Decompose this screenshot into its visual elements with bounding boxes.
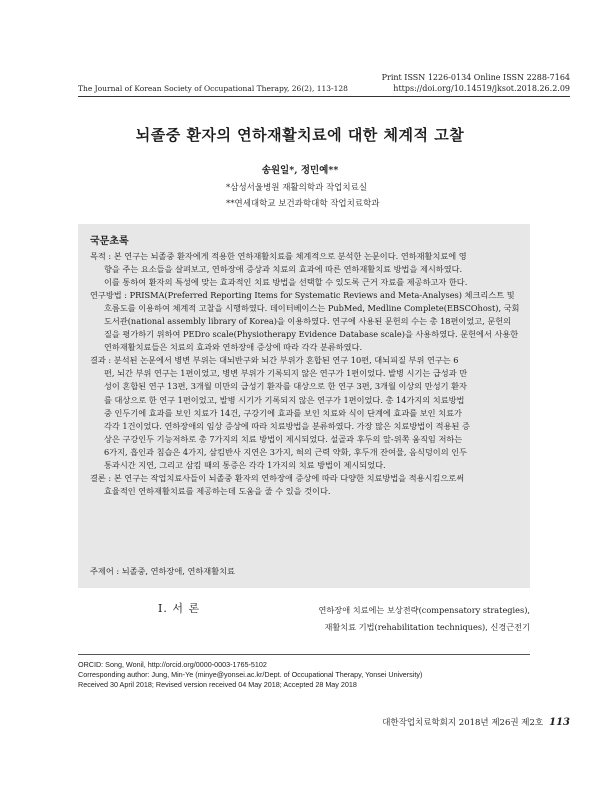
abstract-methods	[78, 289, 530, 354]
abstract-line: 각각 1건이었다. 연하장애의 임상 증상에 따라 치료방법을 분류하였다. 가장 많은 치료방법이 적용된 증	[104, 420, 470, 431]
conclusion-label: 결론 :	[90, 472, 114, 483]
abstract-line: 중 인두기에 효과를 보인 치료가 14건, 구강기에 효과를 보인 치료와 식이 단계에 효과를 보인 치료가	[104, 407, 462, 418]
affiliation-2: **연세대학교 보건과학대학 작업치료학과	[226, 199, 380, 209]
results-label: 결과 :	[90, 355, 114, 366]
corresponding-author-footnote: Corresponding author: Jung, Min-Ye (minye@yonsei.ac.kr/Dept. of Occupational Therapy, Yonsei University)	[78, 670, 423, 679]
received-dates-footnote: Received 30 April 2018; Revised version received 04 May 2018; Accepted 28 May 2018	[78, 680, 357, 689]
abstract-line: 를 대상으로 한 연구 1편이었고, 발병 시기가 기록되지 않은 연구가 1편이었다. 총 14가지의 치료방법	[104, 394, 465, 405]
intro-line: 재활치료 기법(rehabilitation techniques), 신경근전기	[324, 622, 530, 632]
paper-title: 뇌졸중 환자의 연하재활치료에 대한 체계적 고찰	[135, 126, 465, 144]
intro-line: 연하장애 치료에는 보상전략(compensatory strategies),	[318, 605, 530, 615]
abstract-heading: 국문초록	[90, 236, 129, 247]
footnotes	[78, 660, 422, 690]
orcid-footnote: ORCID: Song, Wonil, http://orcid.org/0000-0003-1765-5102	[78, 660, 267, 669]
abstract-line: 상은 구강인두 기능저하로 총 7가지의 치료 방법이 제시되었다. 설골과 후두의 앞-위쪽 움직임 저하는	[104, 433, 463, 444]
abstract-line: 통과시간 지연, 그리고 삼킴 때의 통증은 각각 1가지의 치료 방법이 제시되었다.	[104, 459, 386, 470]
header-divider	[78, 96, 570, 97]
journal-citation: The Journal of Korean Society of Occupational Therapy, 26(2), 113-128	[78, 84, 348, 93]
section-heading-introduction: Ⅰ. 서 론	[158, 602, 201, 615]
abstract-line: 연하재활치료들은 치료의 효과와 연하장애 증상에 따라 각각 분류하였다.	[104, 342, 363, 353]
abstract-line: 성이 혼합된 연구 13편, 3개월 미만의 급성기 환자를 대상으로 한 연구 3편, 3개월 이상의 만성기 환자	[104, 381, 467, 392]
abstract-line: PRISMA(Preferred Reporting Items for Systematic Reviews and Meta-Analyses) 체크리스트 및	[129, 290, 515, 301]
author-list: 송원일*, 정민예**	[261, 165, 339, 176]
abstract-purpose	[78, 250, 530, 289]
doi-link[interactable]: https://doi.org/10.14519/jksot.2018.26.2.09	[393, 84, 570, 93]
abstract-line: 편, 뇌간 부위 연구는 1편이었고, 병변 부위가 기록되지 않은 연구가 1편이었다. 발병 시기는 급성과 만	[104, 368, 468, 379]
abstract-line: 이를 통하여 환자의 특성에 맞는 효과적인 치료 방법을 선택할 수 있도록 근거 자료를 제공하고자 한다.	[104, 277, 468, 288]
abstract-body	[78, 250, 530, 498]
footnote-divider	[78, 654, 530, 655]
page-footer	[382, 716, 570, 728]
abstract-line: 분석된 논문에서 병변 부위는 대뇌반구와 뇌간 부위가 혼합된 연구 10편, 대뇌피질 부위 연구는 6	[113, 355, 459, 366]
journal-issn-block	[382, 72, 570, 94]
abstract-line: 6가지, 흡인과 침습은 4가지, 삼킴반사 지연은 3가지, 혀의 근력 약화, 후두개 잔여물, 음식덩이의 인두	[104, 446, 468, 457]
abstract-line: 도서관(national assembly library of Korea)을 이용하였다. 연구에 사용된 문헌의 수는 총 18편이었고, 문헌의	[104, 316, 512, 327]
abstract-line: 본 연구는 뇌졸중 환자에게 적용한 연하재활치료를 체계적으로 분석한 논문이다. 연하재활치료에 영	[113, 251, 467, 261]
abstract-line: 질을 평가하기 위하여 PEDro scale(Physiotherapy Evidence Database scale)을 사용하였다. 문헌에서 사용한	[104, 329, 519, 340]
purpose-label: 목적 :	[90, 251, 114, 261]
abstract-results	[78, 354, 530, 471]
methods-label: 연구방법 :	[90, 290, 130, 301]
abstract-line: 향을 주는 요소들을 살펴보고, 연하장애 증상과 치료의 효과에 따른 연하재활치료 방법을 제시하였다.	[104, 264, 463, 275]
abstract-line: 본 연구는 작업치료사들이 뇌졸중 환자의 연하장애 증상에 따라 다양한 치료방법을 적용시킴으로써	[113, 472, 465, 483]
page-number: 113	[549, 717, 570, 728]
affiliation-1: *삼성서울병원 재활의학과 작업치료실	[226, 183, 368, 193]
intro-text-column	[300, 602, 530, 636]
issn-text: Print ISSN 1226-0134 Online ISSN 2288-7164	[381, 73, 570, 82]
abstract-line: 흐름도를 이용하여 체계적 고찰을 시행하였다. 데이터베이스는 PubMed, Medline Complete(EBSCOhost), 국회	[104, 303, 520, 314]
keywords: 주제어 : 뇌졸중, 연하장애, 연하재활치료	[90, 566, 235, 576]
footer-journal-name: 대한작업치료학회지 2018년 제26권 제2호	[382, 718, 544, 728]
abstract-line: 효율적인 연하재활치료를 제공하는데 도움을 줄 수 있을 것이다.	[104, 485, 331, 496]
abstract-conclusion	[78, 472, 530, 498]
